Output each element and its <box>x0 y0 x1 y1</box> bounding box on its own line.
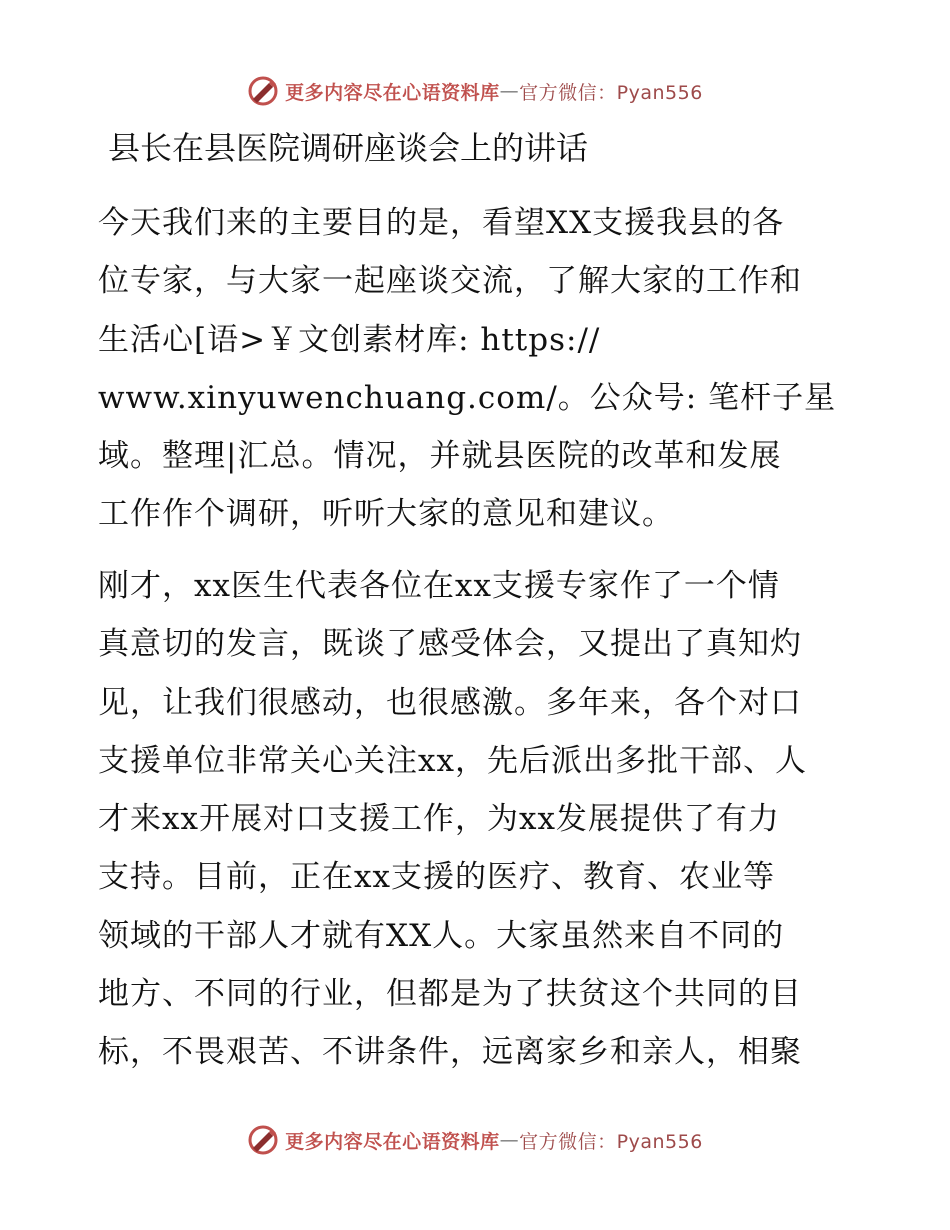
paragraph-1 <box>98 194 868 544</box>
paragraph-line: 支援单位非常关心关注xx，先后派出多批干部、人 <box>98 742 807 779</box>
document-title: 县长在县医院调研座谈会上的讲话 <box>108 129 589 167</box>
banner-separator: — <box>499 1129 520 1151</box>
paragraph-line: 标，不畏艰苦、不讲条件，远离家乡和亲人，相聚 <box>98 1034 802 1071</box>
pen-logo-icon <box>247 1124 279 1156</box>
paragraph-line: 见，让我们很感动，也很感激。多年来，各个对口 <box>98 684 802 721</box>
paragraph-line: 工作作个调研，听听大家的意见和建议。 <box>98 496 674 533</box>
paragraph-line: www.xinyuwenchuang.com/。公众号: 笔杆子星 <box>98 379 837 416</box>
banner-separator: — <box>499 80 520 102</box>
pen-logo-icon <box>247 75 279 107</box>
banner-wechat: 官方微信：Pyan556 <box>519 81 703 104</box>
banner-wechat: 官方微信：Pyan556 <box>519 1130 703 1153</box>
paragraph-2 <box>98 557 868 1082</box>
paragraph-line: 位专家，与大家一起座谈交流，了解大家的工作和 <box>98 263 802 300</box>
paragraph-line: 才来xx开展对口支援工作，为xx发展提供了有力 <box>98 801 780 838</box>
header-banner <box>0 71 950 111</box>
paragraph-line: 领域的干部人才就有XX人。大家虽然来自不同的 <box>98 917 785 954</box>
footer-banner <box>0 1120 950 1160</box>
paragraph-line: 今天我们来的主要目的是，看望XX支援我县的各 <box>98 205 785 241</box>
banner-slogan: 更多内容尽在心语资料库 <box>285 81 500 104</box>
paragraph-line: 地方、不同的行业，但都是为了扶贫这个共同的目 <box>98 976 802 1013</box>
paragraph-line: 真意切的发言，既谈了感受体会，又提出了真知灼 <box>98 626 802 663</box>
paragraph-line: 域。整理|汇总。情况，并就县医院的改革和发展 <box>98 438 782 475</box>
paragraph-line: 生活心[语>￥文创素材库: https:// <box>98 321 601 358</box>
banner-slogan: 更多内容尽在心语资料库 <box>285 1130 500 1153</box>
paragraph-line: 支持。目前，正在xx支援的医疗、教育、农业等 <box>98 859 775 896</box>
paragraph-line: 刚才，xx医生代表各位在xx支援专家作了一个情 <box>98 568 780 604</box>
